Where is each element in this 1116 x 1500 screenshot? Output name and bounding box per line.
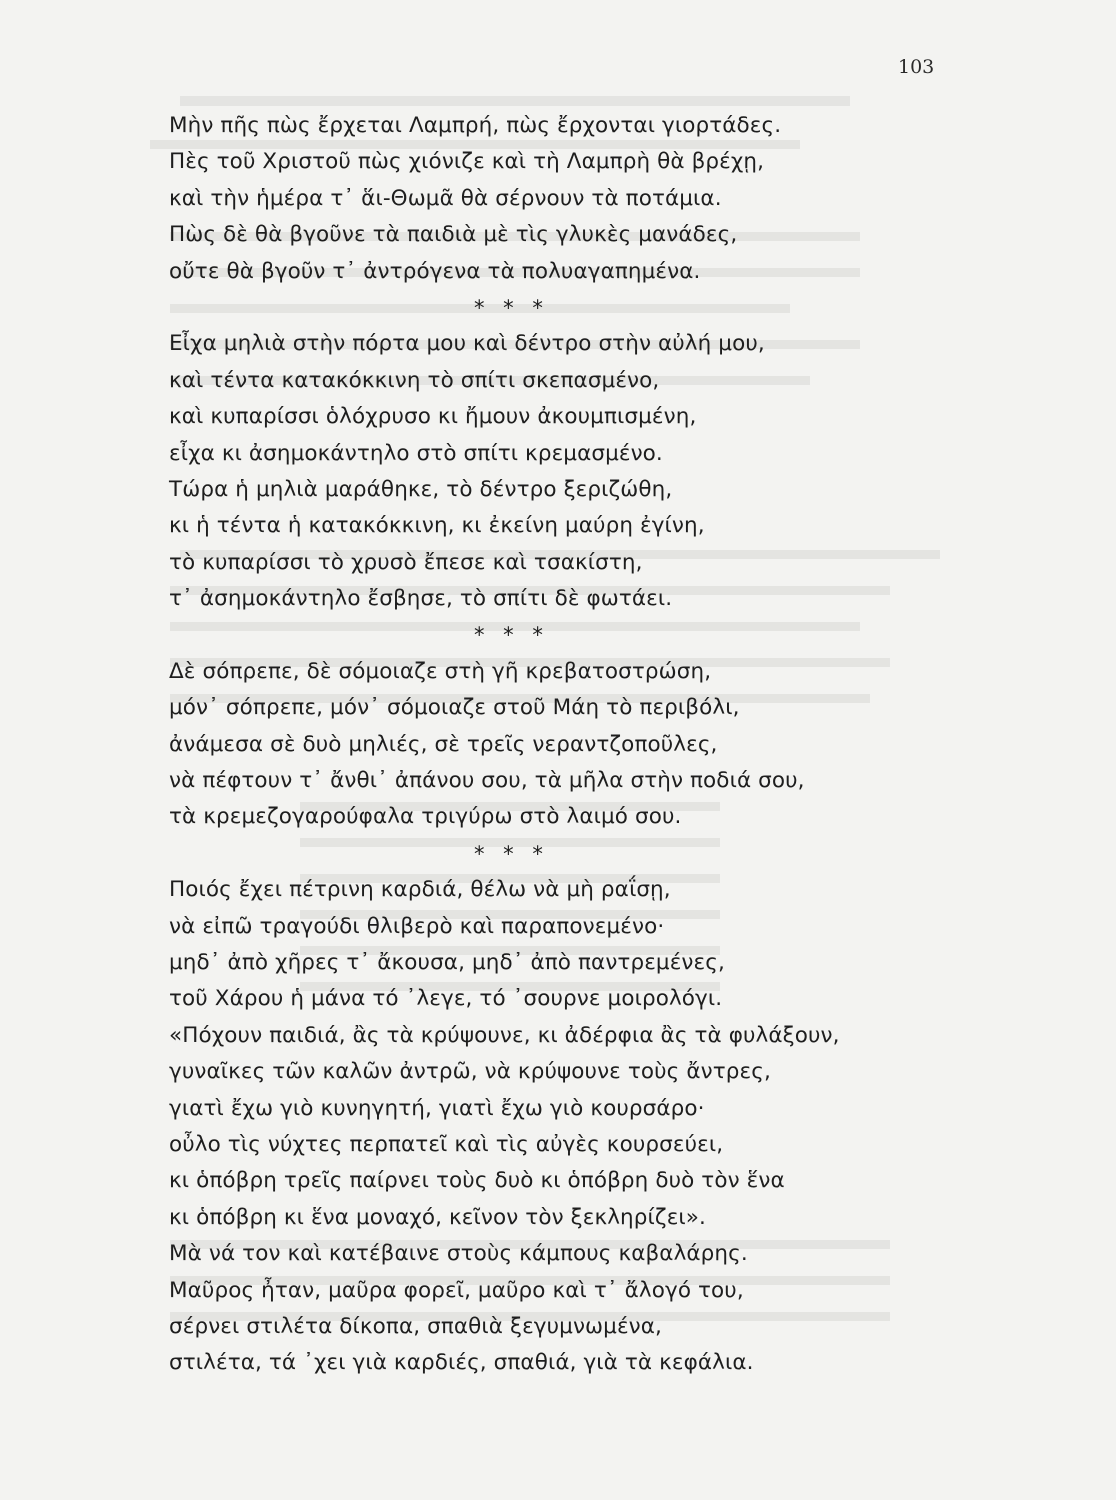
stanza [169,836,1069,1382]
poem-line: μόν᾽ σόπρεπε, μόν᾽ σόμοιαζε στοῦ Μάη τὸ περιβόλι, [169,695,740,721]
poem-line: στιλέτα, τά ᾽χει γιὰ καρδιές, σπαθιά, γιὰ τὰ κεφάλια. [169,1350,754,1376]
poem-line: γιατὶ ἔχω γιὸ κυνηγητή, γιατὶ ἔχω γιὸ κουρσάρο· [169,1095,705,1121]
poem-line: σέρνει στιλέτα δίκοπα, σπαθιὰ ξεγυμνωμένα, [169,1313,662,1339]
poem-line: τ᾽ ἀσημοκάντηλο ἔσβησε, τὸ σπίτι δὲ φωτάει. [169,586,673,612]
poem-line: γυναῖκες τῶν καλῶν ἀντρῶ, νὰ κρύψουνε τοὺς ἄντρες, [169,1059,771,1085]
stanza-separator: * * * [474,623,549,648]
poem-line: Μὴν πῆς πὼς ἔρχεται Λαμπρή, πὼς ἔρχονται γιορτάδες. [169,113,782,138]
poem-line: Πὼς δὲ θὰ βγοῦνε τὰ παιδιὰ μὲ τὶς γλυκὲς μανάδες, [169,222,738,248]
poem [169,108,1069,1382]
poem-line: νὰ εἰπῶ τραγούδι θλιβερὸ καὶ παραπονεμένο· [169,913,665,939]
poem-line: εἶχα κι ἀσημοκάντηλο στὸ σπίτι κρεμασμένο. [169,440,663,466]
stanza [169,617,1069,835]
poem-line: Δὲ σόπρεπε, δὲ σόμοιαζε στὴ γῆ κρεβατοστρώση, [169,658,712,684]
poem-line: καὶ κυπαρίσσι ὁλόχρυσο κι ἤμουν ἀκουμπισμένη, [169,404,697,430]
poem-line: μηδ᾽ ἀπὸ χῆρες τ᾽ ἄκουσα, μηδ᾽ ἀπὸ παντρεμένες, [169,949,725,975]
poem-line: κι ὁπόβρη τρεῖς παίρνει τοὺς δυὸ κι ὁπόβρη δυὸ τὸν ἕνα [169,1168,785,1194]
poem-line: τοῦ Χάρου ἡ μάνα τό ᾽λεγε, τό ᾽σουρνε μοιρολόγι. [169,986,723,1012]
poem-line: Μὰ νά τον καὶ κατέβαινε στοὺς κάμπους καβαλάρης. [169,1241,748,1267]
poem-line: κι ἡ τέντα ἡ κατακόκκινη, κι ἐκείνη μαύρη ἐγίνη, [169,513,705,539]
page-number: 103 [898,56,935,78]
poem-line: καὶ τὴν ἡμέρα τ᾽ ἅι-Θωμᾶ θὰ σέρνουν τὰ ποτάμια. [169,185,722,211]
poem-line: καὶ τέντα κατακόκκινη τὸ σπίτι σκεπασμένο, [169,367,660,393]
poem-line: οὔτε θὰ βγοῦν τ᾽ ἀντρόγενα τὰ πολυαγαπημένα. [169,258,701,284]
stanza [169,290,1069,618]
poem-line: Πὲς τοῦ Χριστοῦ πὼς χιόνιζε καὶ τὴ Λαμπρὴ θὰ βρέχῃ, [169,149,765,175]
poem-line: ἀνάμεσα σὲ δυὸ μηλιές, σὲ τρεῖς νεραντζοποῦλες, [169,731,718,757]
poem-line: Ποιός ἔχει πέτρινη καρδιά, θέλω νὰ μὴ ραΐσῃ, [169,877,671,903]
stanza-separator: * * * [474,295,549,320]
stanza [169,108,1069,290]
poem-line: Τώρα ἡ μηλιὰ μαράθηκε, τὸ δέντρο ξεριζώθη, [169,476,673,502]
stanza-separator: * * * [474,841,549,866]
poem-line: οὖλο τὶς νύχτες περπατεῖ καὶ τὶς αὐγὲς κουρσεύει, [169,1131,724,1157]
poem-line: Εἶχα μηλιὰ στὴν πόρτα μου καὶ δέντρο στὴν αὐλή μου, [169,331,765,357]
poem-line: Μαῦρος ἦταν, μαῦρα φορεῖ, μαῦρο καὶ τ᾽ ἄλογό του, [169,1277,744,1303]
poem-line: «Πόχουν παιδιά, ἂς τὰ κρύψουνε, κι ἀδέρφια ἂς τὰ φυλάξουν, [169,1022,840,1048]
poem-line: νὰ πέφτουν τ᾽ ἄνθι᾽ ἀπάνου σου, τὰ μῆλα στὴν ποδιά σου, [169,768,805,794]
poem-line: τὰ κρεμεζογαρούφαλα τριγύρω στὸ λαιμό σου. [169,804,682,830]
poem-line: κι ὁπόβρη κι ἕνα μοναχό, κεῖνον τὸν ξεκληρίζει». [169,1204,706,1230]
poem-line: τὸ κυπαρίσσι τὸ χρυσὸ ἔπεσε καὶ τσακίστη, [169,549,643,575]
